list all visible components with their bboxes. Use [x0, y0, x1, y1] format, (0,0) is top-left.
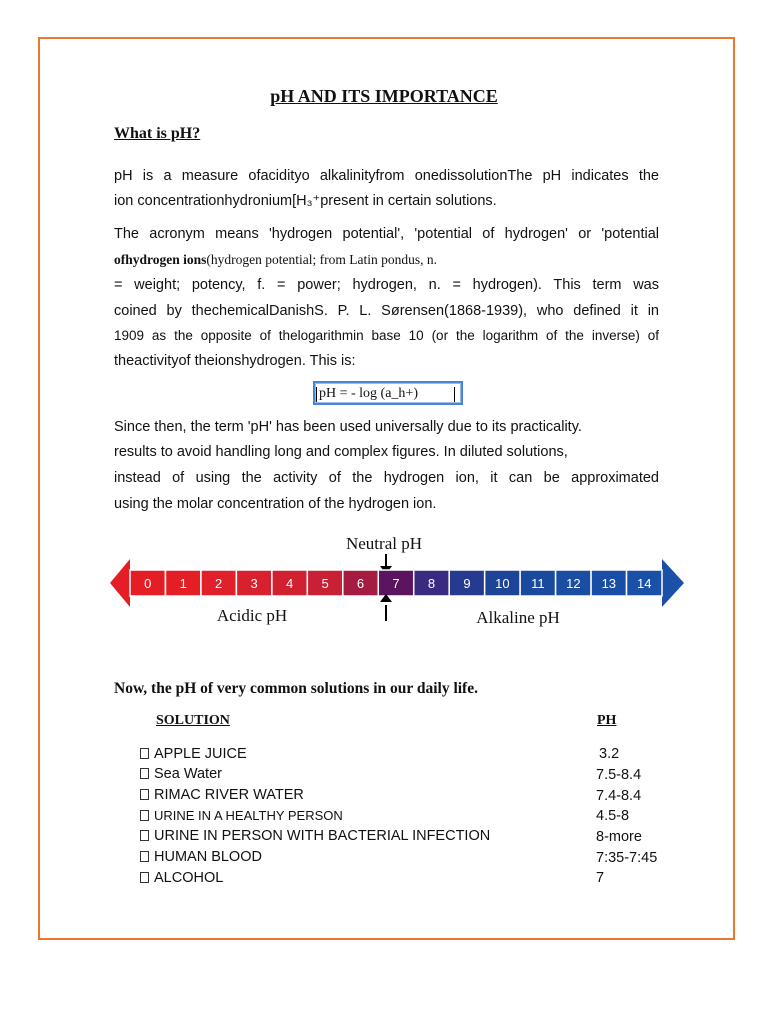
- list-item: HUMAN BLOOD: [140, 849, 262, 865]
- ph-value: 7: [596, 870, 605, 886]
- neutral-label: Neutral pH: [345, 534, 423, 553]
- paragraph-line: instead of using the activity of the hydrogen ion, it can be approximated: [114, 470, 659, 486]
- scale-right-arrowhead: [662, 559, 684, 607]
- scale-number: 4: [285, 576, 294, 591]
- paragraph-line: The acronym means 'hydrogen potential', 'potential of hydrogen' or 'potential: [114, 226, 659, 242]
- paragraph-line: [114, 252, 437, 268]
- scale-number: 0: [144, 576, 152, 591]
- bullet-box-icon: [140, 851, 149, 862]
- document-title: pH AND ITS IMPORTANCE: [270, 86, 498, 106]
- paragraph-line: Since then, the term 'pH' has been used universally due to its practicality.: [114, 419, 582, 435]
- scale-number: 9: [463, 576, 471, 591]
- list-item: URINE IN PERSON WITH BACTERIAL INFECTION: [140, 828, 490, 844]
- bullet-box-icon: [140, 830, 149, 841]
- ph-value: 7.4-8.4: [596, 788, 642, 804]
- paragraph-line: 1909 as the opposite of thelogarithmin base 10 (or the logarithm of the inverse) of: [114, 328, 659, 343]
- acidic-label: Acidic pH: [216, 606, 288, 625]
- bullet-box-icon: [140, 810, 149, 821]
- scale-number: 3: [250, 576, 258, 591]
- list-item: ALCOHOL: [140, 870, 223, 886]
- scale-number: 14: [637, 576, 652, 591]
- scale-left-arrowhead: [110, 559, 130, 607]
- text-cursor: [454, 387, 455, 402]
- bullet-box-icon: [140, 748, 149, 759]
- alkaline-label: Alkaline pH: [476, 608, 560, 627]
- paragraph-line: = weight; potency, f. = power; hydrogen, n. = hydrogen). This term was: [114, 277, 659, 293]
- scale-number: 1: [179, 576, 187, 591]
- scale-number: 7: [392, 576, 400, 591]
- ph-scale-diagram: [108, 528, 688, 638]
- scale-number: 12: [566, 576, 581, 591]
- scale-number: 6: [356, 576, 365, 591]
- list-item: RIMAC RIVER WATER: [140, 787, 304, 803]
- bullet-box-icon: [140, 789, 149, 800]
- ph-value: 8-more: [596, 829, 642, 845]
- formula-field[interactable]: [313, 381, 463, 405]
- bullet-box-icon: [140, 768, 149, 779]
- scale-number: 13: [601, 576, 617, 591]
- paragraph-line: using the molar concentration of the hydrogen ion.: [114, 496, 437, 512]
- ph-value: 7.5-8.4: [596, 767, 642, 783]
- scale-number: 11: [531, 576, 545, 591]
- paragraph-line: pH is a measure ofacidityo alkalinityfrom onedissolutionThe pH indicates the: [114, 168, 659, 184]
- ph-value: 3.2: [599, 746, 620, 762]
- scale-number: 8: [427, 576, 436, 591]
- scale-number: 10: [495, 576, 510, 591]
- list-item: URINE IN A HEALTHY PERSON: [140, 808, 343, 823]
- ph-value: 7:35-7:45: [596, 850, 658, 866]
- column-header-ph: PH: [597, 713, 617, 728]
- paragraph-line: results to avoid handling long and complex figures. In diluted solutions,: [114, 444, 568, 460]
- column-header-solution: SOLUTION: [156, 713, 230, 728]
- list-item: Sea Water: [140, 766, 222, 782]
- formula-text: pH = - log (a_h+): [319, 386, 418, 401]
- paragraph-line: theactivityof theionshydrogen. This is:: [114, 353, 356, 369]
- bullet-box-icon: [140, 872, 149, 883]
- paragraph-line: coined by thechemicalDanishS. P. L. Sørensen(1868-1939), who defined it in: [114, 303, 659, 319]
- scale-bar: [110, 559, 684, 607]
- table-intro: Now, the pH of very common solutions in our daily life.: [114, 680, 478, 697]
- latin-note: (hydrogen potential; from Latin pondus, n.: [206, 252, 437, 267]
- list-item: APPLE JUICE: [140, 746, 247, 762]
- scale-number: 5: [321, 576, 329, 591]
- text-cursor: [316, 387, 317, 402]
- paragraph-line: ion concentrationhydronium[H₃⁺present in certain solutions.: [114, 193, 497, 209]
- bold-term: ofhydrogen ions: [114, 252, 207, 267]
- scale-number: 2: [215, 576, 223, 591]
- ph-value: 4.5-8: [596, 808, 630, 824]
- section-heading: What is pH?: [114, 125, 201, 142]
